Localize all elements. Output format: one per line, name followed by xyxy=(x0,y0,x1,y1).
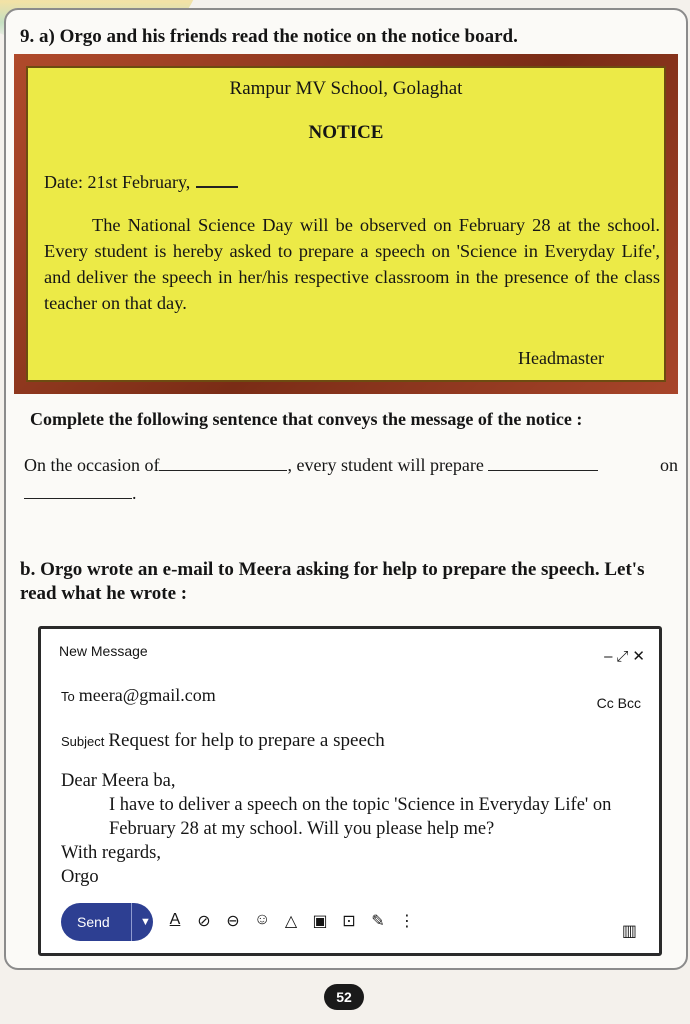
answer-blank-occasion[interactable] xyxy=(159,456,287,471)
sentence-part2: , every student will prepare xyxy=(287,455,484,475)
answer-blank-topic[interactable] xyxy=(24,484,132,499)
subject-field[interactable]: Request for help to prepare a speech xyxy=(108,730,385,751)
date-blank xyxy=(196,172,238,188)
notice-date xyxy=(44,172,238,193)
drive-icon[interactable]: △ xyxy=(284,913,298,930)
email-greeting: Dear Meera ba, xyxy=(61,771,176,791)
page-number: 52 xyxy=(324,984,364,1010)
text-format-icon[interactable]: A xyxy=(169,911,181,928)
subject-row[interactable] xyxy=(61,730,385,752)
message-body[interactable] xyxy=(61,769,621,889)
lock-icon[interactable]: ⊡ xyxy=(342,913,356,930)
notice-board xyxy=(14,54,678,394)
notice-date-text: Date: 21st February, xyxy=(44,172,191,192)
notice-school: Rampur MV School, Golaghat xyxy=(229,78,463,99)
expand-icon[interactable]: ⤢ xyxy=(616,648,633,665)
page-card xyxy=(4,8,688,970)
email-body-text: I have to deliver a speech on the topic 'Science in Everyday Life' on February 28 at my school. Will you please help me? xyxy=(109,795,612,839)
pen-icon[interactable]: ✎ xyxy=(371,913,385,930)
notice-body: The National Science Day will be observed on February 28 at the school. Every student is hereby asked to prepare a speech on 'Science in Everyday Life', and deliver the speech in her/his respective classroom in the presence of the class teacher on that day. xyxy=(44,215,660,313)
photo-icon[interactable]: ▣ xyxy=(312,913,328,930)
notice-signature: Headmaster xyxy=(518,348,604,368)
sentence-period: . xyxy=(132,483,137,503)
send-options-chevron-icon[interactable]: ▼ xyxy=(131,903,151,941)
question-a-heading: 9. a) Orgo and his friends read the notice on the notice board. xyxy=(20,26,518,47)
send-button[interactable] xyxy=(61,903,153,941)
compose-title: New Message xyxy=(59,643,148,659)
notice-paper xyxy=(26,66,666,382)
email-closing: With regards, xyxy=(61,843,161,863)
email-sender: Orgo xyxy=(61,867,99,887)
fill-sentence xyxy=(24,451,686,507)
more-options-icon[interactable]: ⋮ xyxy=(399,913,415,930)
emoji-icon[interactable]: ☺ xyxy=(254,911,271,928)
subject-label: Subject xyxy=(61,734,105,749)
to-row[interactable] xyxy=(61,685,216,706)
question-b-heading: b. Orgo wrote an e-mail to Meera asking for help to prepare the speech. Let's read what he wrote : xyxy=(20,559,645,604)
link-icon[interactable]: ⊖ xyxy=(226,913,240,930)
close-icon[interactable]: ✕ xyxy=(632,648,649,665)
formatting-toolbar xyxy=(167,911,415,931)
to-label: To xyxy=(61,689,75,704)
answer-blank-prepare[interactable] xyxy=(488,456,598,471)
minimize-icon[interactable]: ‒ xyxy=(604,648,617,665)
email-compose-window xyxy=(38,626,662,956)
complete-prompt: Complete the following sentence that conveys the message of the notice : xyxy=(30,409,583,429)
trash-icon[interactable]: ▥ xyxy=(621,923,637,940)
window-controls xyxy=(604,647,649,665)
notice-title: NOTICE xyxy=(308,122,384,143)
to-field[interactable]: meera@gmail.com xyxy=(78,685,216,705)
send-label: Send xyxy=(77,914,110,930)
sentence-part3: on xyxy=(660,455,678,475)
attach-icon[interactable]: ⊘ xyxy=(197,913,211,930)
cc-bcc-link[interactable]: Cc Bcc xyxy=(596,695,641,711)
sentence-part1: On the occasion of xyxy=(24,455,160,475)
